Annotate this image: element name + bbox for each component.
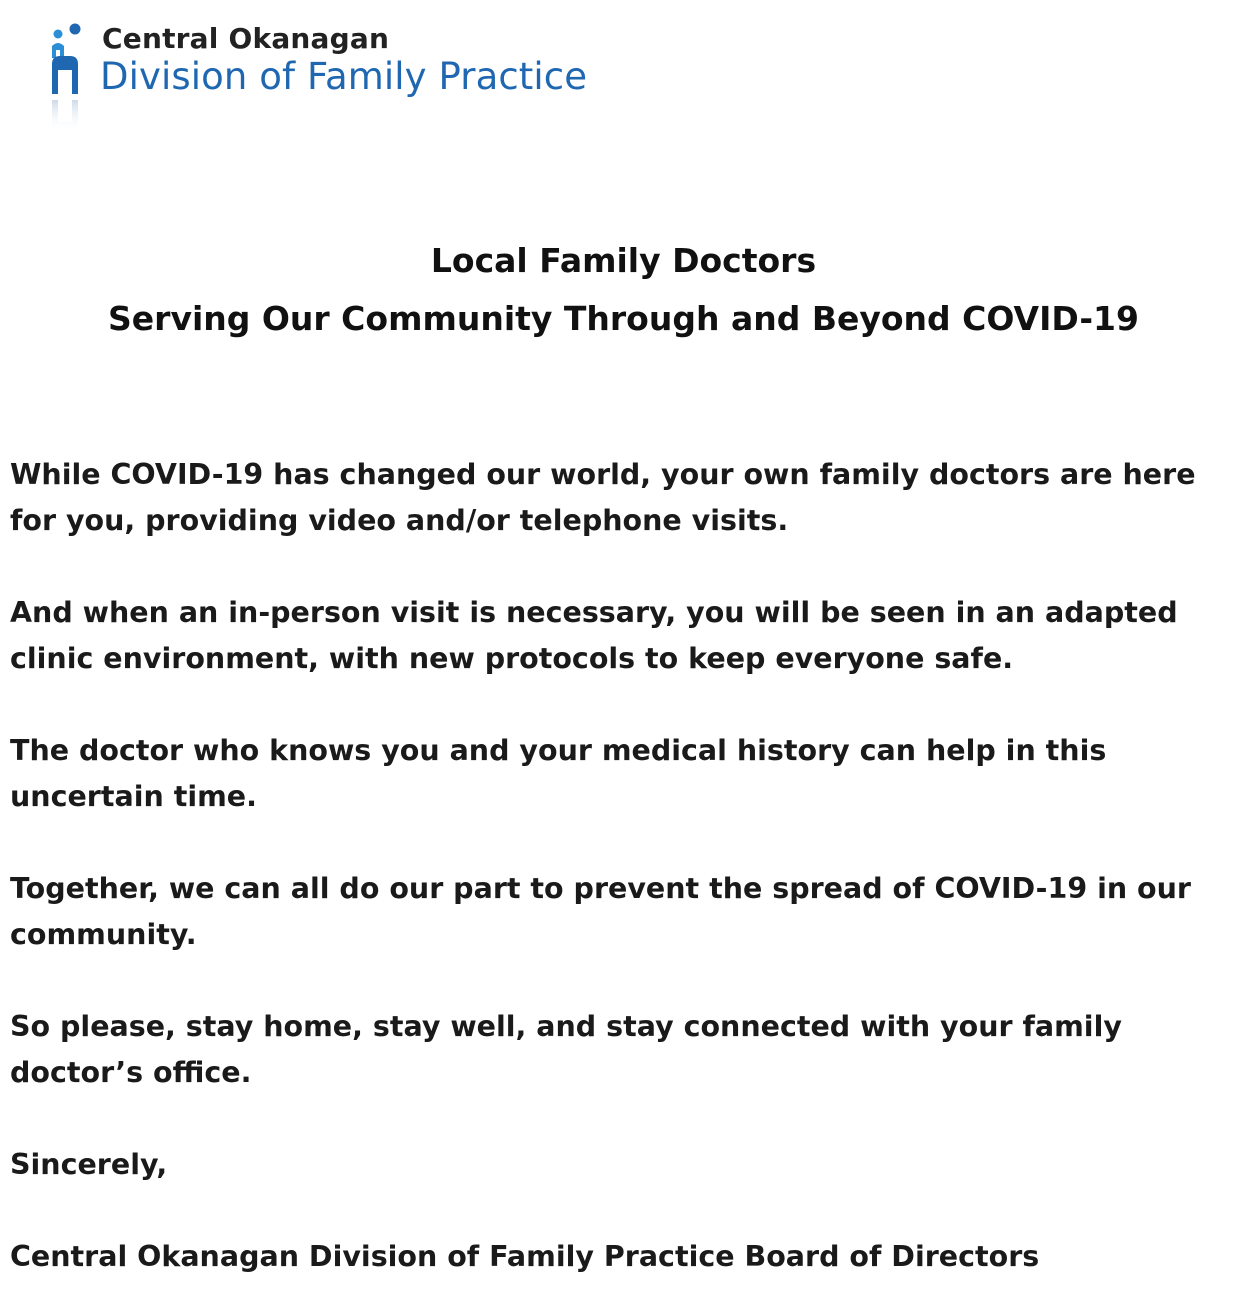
paragraph: While COVID-19 has changed our world, your own family doctors are here for you, providing video and/or telephone visits. [10,458,1196,537]
title-line-1: Local Family Doctors [430,241,817,280]
paragraph: So please, stay home, stay well, and stay connected with your family doctor’s office. [10,1010,1122,1089]
title-line-2: Serving Our Community Through and Beyond COVID-19 [108,299,1139,338]
paragraph: And when an in-person visit is necessary, you will be seen in an adapted clinic environment, with new protocols to keep everyone safe. [10,596,1178,675]
family-figure-logo-icon [48,22,92,142]
letter-body [10,452,1240,1280]
closing-salutation: Sincerely, [10,1148,168,1181]
paragraph: Together, we can all do our part to prevent the spread of COVID-19 in our community. [10,872,1191,951]
paragraph: The doctor who knows you and your medical history can help in this uncertain time. [10,734,1107,813]
logo-division-name: Division of Family Practice [100,55,588,98]
organization-logo [48,22,608,142]
logo-organization-name: Central Okanagan [102,22,390,55]
document-title [0,232,1247,348]
signature-line: Central Okanagan Division of Family Practice Board of Directors [10,1240,1040,1273]
